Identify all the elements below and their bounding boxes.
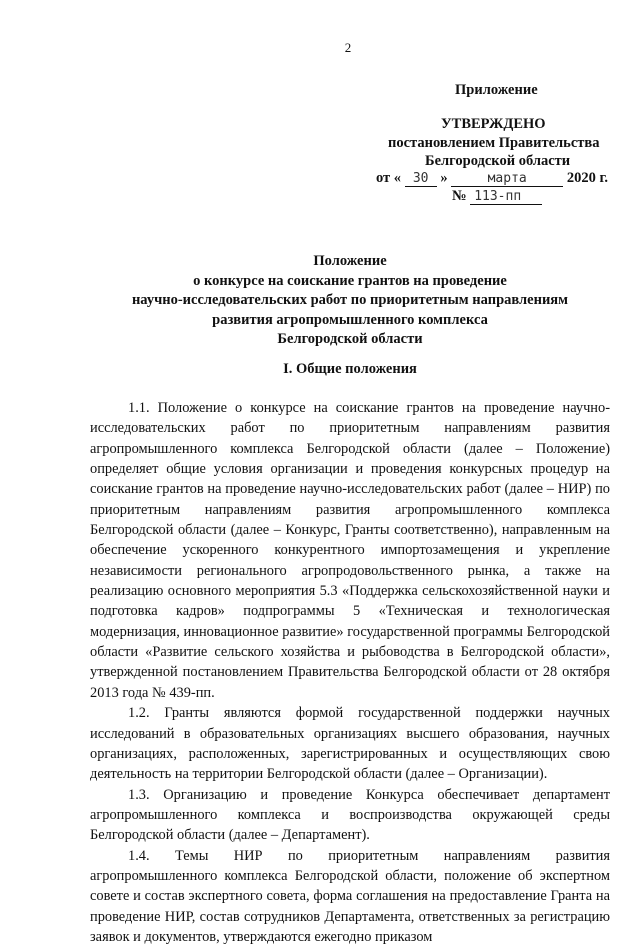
date-prefix: от «	[376, 170, 402, 186]
number-prefix: №	[452, 188, 467, 204]
decree-number	[452, 188, 542, 205]
decree-date	[376, 170, 608, 187]
document-title	[0, 252, 640, 350]
paragraph-1-4: 1.4. Темы НИР по приоритетным направлениям развития агропромышленного комплекса Белгородской области, положение об экспертном совете и состав экспертного совета, форма соглашения на предоставление Гранта на проведение НИР, состав сотрудников Департамента, ответственных за регистрацию заявок и документов, утверждаются ежегодно приказом	[90, 847, 610, 945]
paragraph-1-2: 1.2. Гранты являются формой государственной поддержки научных исследований в образовательных организациях высшего образования, научных организациях, расположенных, зарегистрированных и осуществляющих свою деятельность на территории Белгородской области (далее – Организации).	[90, 705, 610, 783]
decree-line-2: Белгородской области	[425, 153, 571, 169]
title-line-2: о конкурсе на соискание грантов на проведение	[193, 272, 507, 289]
number-value: 113-пп	[470, 189, 542, 205]
title-line-5: Белгородской области	[277, 331, 423, 348]
date-month: марта	[451, 171, 563, 187]
paragraph-1-3: 1.3. Организацию и проведение Конкурса обеспечивает департамент агропромышленного комплекса и воспроизводства окружающей среды Белгородской области (далее – Департамент).	[90, 786, 610, 844]
paragraph-1-1: 1.1. Положение о конкурсе на соискание грантов на проведение научно-исследовательских работ по приоритетным направлениям развития агропромышленного комплекса Белгородской области (далее – Положение) определяет общие условия организации и проведения конкурсных процедур на соискание грантов на проведение научно-исследовательских работ (далее – НИР) по приоритетным направлениям развития агропромышленного комплекса Белгородской области (далее – Конкурс, Гранты соответственно), направленным на обеспечение ускоренного конкурентного импортозамещения и укрепление независимости регионального агропродовольственного рынка, а также на реализацию основного мероприятия 5.3 «Поддержка сельскохозяйственной науки и подготовка кадров» подпрограммы 5 «Техническая и технологическая модернизация, инновационное развитие» государственной программы Белгородской области «Развитие сельского хозяйства и рыбоводства в Белгородской области», утвержденной постановлением Правительства Белгородской области от 28 октября 2013 года № 439-пп.	[90, 400, 610, 701]
date-year: 2020 г.	[566, 170, 609, 186]
body-text	[90, 398, 610, 947]
title-line-1: Положение	[313, 253, 387, 269]
title-line-4: развития агропромышленного комплекса	[212, 311, 488, 328]
date-day: 30	[405, 171, 437, 187]
date-mid: »	[440, 170, 448, 186]
appendix-label: Приложение	[455, 82, 538, 98]
title-line-3: научно-исследовательских работ по приоритетным направлениям	[131, 292, 569, 309]
approved-label: УТВЕРЖДЕНО	[441, 116, 546, 132]
section-heading: I. Общие положения	[283, 361, 417, 377]
page-number: 2	[344, 40, 352, 55]
decree-line-1: постановлением Правительства	[388, 135, 600, 151]
